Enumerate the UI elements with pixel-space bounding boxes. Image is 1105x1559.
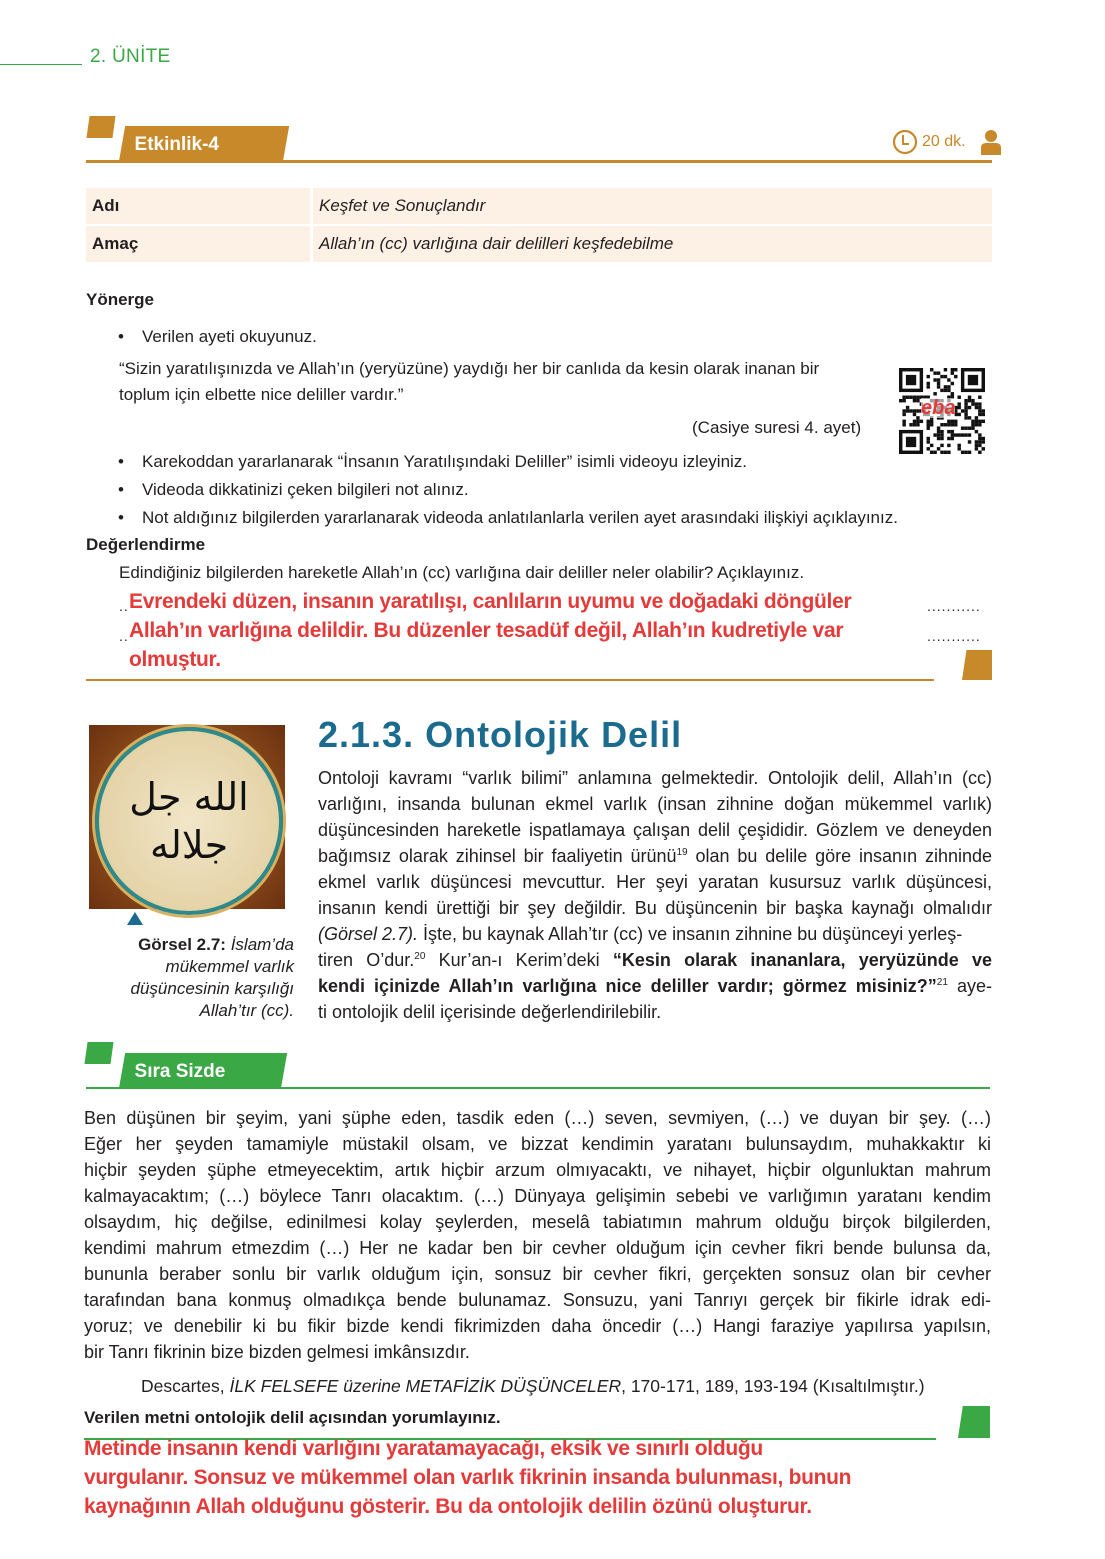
qr-module <box>957 433 960 436</box>
qr-module <box>933 392 936 395</box>
qr-module <box>916 423 919 426</box>
evaluation-heading: Değerlendirme <box>86 535 206 554</box>
qr-module <box>982 420 985 423</box>
quote-text: Ben düşünen bir şeyim, yani şüphe eden, tasdik eden (…) seven, sevmiyen, (…) ve duyan bir şey. (…) <box>84 1108 991 1128</box>
quote-source <box>141 1376 925 1397</box>
qr-module <box>940 444 943 447</box>
qr-module <box>947 385 950 388</box>
qr-module <box>899 399 902 402</box>
verse-line: toplum için elbette nice deliller vardır.” <box>119 385 404 404</box>
qr-module <box>978 444 981 447</box>
qr-module <box>947 451 950 454</box>
body-text: Kur’an-ı Kerim’deki <box>425 950 613 970</box>
qr-module <box>968 451 971 454</box>
qr-module <box>902 423 905 426</box>
qr-module <box>964 416 967 419</box>
qr-module <box>947 437 950 440</box>
caption-label: Görsel 2.7: <box>138 935 226 954</box>
qr-module <box>975 420 978 423</box>
qr-module <box>954 368 957 371</box>
quote-line <box>84 1212 991 1233</box>
quote-line <box>84 1290 991 1311</box>
qr-module <box>937 426 940 429</box>
row-value: Allah’ın (cc) varlığına dair delilleri keşfedebilme <box>313 226 992 262</box>
source-pages: , 170-171, 189, 193-194 (Kısaltılmıştır.) <box>621 1376 925 1396</box>
qr-module <box>947 378 950 381</box>
bullet-item: • Not aldığınız bilgilerden yararlanarak videoda anlatılanlarla verilen ayet arasındaki ilişkiyi açıklayınız. <box>142 508 898 528</box>
qr-module <box>913 396 916 399</box>
qr-module <box>975 430 978 433</box>
qr-module <box>982 413 985 416</box>
qr-module <box>937 382 940 385</box>
qr-module <box>906 406 909 409</box>
body-line <box>318 950 992 971</box>
body-text: düşüncesinden hareketle ispatlamaya çalışan delil çeşididir. Gözlem ve deneyden <box>318 820 992 840</box>
qr-module <box>913 413 916 416</box>
activity-bottom-rule <box>86 679 934 681</box>
clock-icon <box>892 128 918 156</box>
quote-line <box>84 1342 991 1363</box>
section-title: 2.1.3. Ontolojik Delil <box>318 714 683 755</box>
qr-module <box>906 437 916 447</box>
duration: 20 dk. <box>922 133 966 150</box>
qr-module <box>947 423 950 426</box>
corner-decoration <box>962 650 992 680</box>
quote-text: tarafından bana konmuş olmadıkça bende bulunamaz. Sonsuzu, yani Tanrıyı gerçek bir fikirle idrak edi- <box>84 1290 991 1310</box>
qr-module <box>916 416 919 419</box>
activity-meta <box>892 128 1002 156</box>
quote-line <box>84 1264 991 1285</box>
qr-module <box>951 437 954 440</box>
qr-module <box>978 413 981 416</box>
body-text: bağımsız olarak zihinsel bir faaliyetin ürünü <box>318 846 677 866</box>
qr-module <box>975 406 978 409</box>
body-text: aye- <box>947 976 992 996</box>
evaluation-question: Edindiğiniz bilgilerden hareketle Allah’ın (cc) varlığına dair deliller neler olabilir? Açıklayınız. <box>119 563 805 582</box>
qr-module <box>920 420 923 423</box>
your-turn-tab <box>119 1053 287 1089</box>
quote-line <box>84 1238 991 1259</box>
qr-module <box>927 426 930 429</box>
qr-module <box>916 409 919 412</box>
qr-module <box>975 444 978 447</box>
corner-decoration <box>958 1406 990 1438</box>
answer-dots: ........... <box>927 628 981 644</box>
your-turn-tab-label: Sıra Sizde <box>134 1061 226 1082</box>
tab-corner-decoration <box>84 1042 113 1064</box>
qr-module <box>951 368 954 371</box>
answer-dots: ........... <box>927 598 981 614</box>
qr-module <box>944 423 947 426</box>
qr-module <box>927 420 930 423</box>
body-text: kendi içinizde Allah’ın varlığına nice deliller vardır; görmez misiniz?” <box>318 976 937 996</box>
qr-module <box>951 392 954 395</box>
qr-module <box>975 423 978 426</box>
bullet-item: • Verilen ayeti okuyunuz. <box>142 327 317 347</box>
qr-module <box>930 423 933 426</box>
answer-dots: .. <box>119 598 129 614</box>
qr-module <box>944 451 947 454</box>
qr-module <box>954 433 957 436</box>
qr-module <box>968 396 971 399</box>
body-text: insanın kendi ürettiği bir şey değildir. Bu düşüncenin bir başka kaynağı olmalıdır <box>318 898 992 918</box>
caption-pointer-icon <box>127 912 143 925</box>
body-line <box>318 846 992 867</box>
qr-module <box>954 420 957 423</box>
qr-module <box>951 430 954 433</box>
answer-line: Metinde insanın kendi varlığını yaratamayacağı, eksik ve sınırlı olduğu <box>84 1437 763 1460</box>
qr-module <box>964 409 967 412</box>
qr-module <box>971 402 974 405</box>
qr-module <box>947 420 950 423</box>
qr-module <box>930 420 933 423</box>
qr-module <box>957 406 960 409</box>
qr-module <box>982 409 985 412</box>
body-line <box>318 872 992 893</box>
qr-module <box>971 420 974 423</box>
qr-module <box>930 451 933 454</box>
qr-module <box>916 399 919 402</box>
table-row <box>86 188 992 224</box>
qr-module <box>961 409 964 412</box>
qr-module <box>951 371 954 374</box>
footnote-ref: 19 <box>676 847 688 858</box>
body-text: tiren O’dur. <box>318 950 415 970</box>
caption-text: İslam’da <box>230 935 294 954</box>
bullet-item: • Videoda dikkatinizi çeken bilgileri not alınız. <box>142 480 469 500</box>
qr-module <box>940 437 943 440</box>
qr-module <box>957 402 960 405</box>
qr-module <box>947 430 950 433</box>
qr-module <box>978 437 981 440</box>
instructions-heading: Yönerge <box>86 290 155 309</box>
qr-module <box>978 433 981 436</box>
qr-module <box>937 378 940 381</box>
bullet-item: • Karekoddan yararlanarak “İnsanın Yaratılışındaki Deliller” isimli videoyu izleyiniz. <box>142 452 747 472</box>
activity-rule <box>86 160 992 163</box>
qr-module <box>913 409 916 412</box>
body-line <box>318 768 992 789</box>
qr-module <box>909 409 912 412</box>
row-key: Amaç <box>86 226 313 262</box>
qr-module <box>916 396 919 399</box>
quote-text: kalmayacaktım; (…) böylece Tanrı olacaktım. (…) Dünyaya gelişimin sebebi ve varlığımın yaratanı kendim <box>84 1186 991 1206</box>
qr-module <box>933 371 936 374</box>
row-value: Keşfet ve Sonuçlandır <box>313 188 992 224</box>
qr-module <box>927 375 930 378</box>
qr-module <box>947 444 950 447</box>
qr-module <box>957 444 960 447</box>
qr-module <box>927 447 930 450</box>
qr-module <box>978 420 981 423</box>
qr-module <box>964 399 967 402</box>
qr-module <box>968 406 971 409</box>
qr-module <box>975 440 978 443</box>
qr-module <box>968 440 971 443</box>
body-line <box>318 898 992 919</box>
answer-line: kaynağının Allah olduğunu gösterir. Bu da ontolojik delilin özünü oluşturur. <box>84 1495 812 1518</box>
eba-logo: eba <box>921 397 956 419</box>
qr-module <box>944 375 947 378</box>
source-title: İLK FELSEFE üzerine METAFİZİK DÜŞÜNCELER <box>229 1376 622 1396</box>
qr-module <box>937 371 940 374</box>
your-turn-task: Verilen metni ontolojik delil açısından yorumlayınız. <box>84 1408 501 1427</box>
qr-module <box>975 447 978 450</box>
body-line <box>318 924 992 945</box>
qr-module <box>906 409 909 412</box>
verse-source: (Casiye suresi 4. ayet) <box>692 418 862 437</box>
body-text: Ontoloji kavramı “varlık bilimi” anlamına gelmektedir. Ontolojik delil, Allah’ın (cc) <box>318 768 992 788</box>
footnote-ref: 20 <box>414 951 426 962</box>
body-text: ekmel varlık düşüncesi mevcuttur. Her şeyi yaratan kusursuz varlık düşüncesi, <box>318 872 992 892</box>
quote-text: kendimi mahrum etmezdim (…) Her ne kadar ben bir cevher olduğum için cevher fikri bende bulunsa da, <box>84 1238 991 1258</box>
qr-module <box>940 389 943 392</box>
body-line <box>318 976 992 997</box>
qr-module <box>964 402 967 405</box>
body-line <box>318 794 992 815</box>
qr-module <box>964 426 967 429</box>
caption-text: düşüncesinin karşılığı <box>130 979 294 998</box>
qr-module <box>933 378 936 381</box>
qr-module <box>964 451 967 454</box>
qr-module <box>954 375 957 378</box>
qr-module <box>909 423 912 426</box>
quote-text: bununla beraber sonlu bir varlık olduğum için, sonsuz bir cevher fikri, gerçekten sonsuz olan bir cevher <box>84 1264 991 1284</box>
body-text: İşte, bu kaynak Allah’tır (cc) ve insanın zihnine bu düşünceyi yerleş- <box>418 924 963 944</box>
qr-module <box>978 406 981 409</box>
answer-line: Evrendeki düzen, insanın yaratılışı, canlıların uyumu ve doğadaki döngüler <box>129 590 852 613</box>
person-icon <box>980 129 1002 155</box>
qr-module <box>982 447 985 450</box>
qr-module <box>964 406 967 409</box>
answer-line: Allah’ın varlığına delildir. Bu düzenler tesadüf değil, Allah’ın kudretiyle var <box>129 619 844 642</box>
qr-module <box>954 423 957 426</box>
qr-module <box>968 416 971 419</box>
qr-module <box>968 399 971 402</box>
qr-module <box>951 433 954 436</box>
answer-line: olmuştur. <box>129 648 221 671</box>
qr-module <box>913 399 916 402</box>
qr-module <box>940 430 943 433</box>
body-text: varlığını, insanda bulunan ekmel varlık (insan zihnine doğan mükemmel varlık) <box>318 794 992 814</box>
qr-module <box>957 413 960 416</box>
qr-module <box>951 423 954 426</box>
row-key: Adı <box>86 188 313 224</box>
qr-module <box>930 444 933 447</box>
qr-module <box>902 399 905 402</box>
qr-module <box>933 433 936 436</box>
qr-module <box>951 420 954 423</box>
tab-corner-decoration <box>86 116 115 138</box>
answer-dots: .. <box>119 628 129 644</box>
qr-module <box>978 409 981 412</box>
qr-module <box>975 416 978 419</box>
calligraphy-image <box>89 725 285 909</box>
qr-module <box>957 396 960 399</box>
qr-module <box>913 423 916 426</box>
calligraphy-medallion <box>95 727 283 915</box>
answer-line: vurgulanır. Sonsuz ve mükemmel olan varlık fikrinin insanda bulunması, bunun <box>84 1466 852 1489</box>
qr-module <box>961 426 964 429</box>
qr-module <box>944 389 947 392</box>
qr-code[interactable] <box>899 368 985 454</box>
qr-module <box>964 433 967 436</box>
qr-module <box>961 433 964 436</box>
body-text: (Görsel 2.7). <box>318 924 419 944</box>
qr-module <box>937 433 940 436</box>
qr-module <box>968 375 978 385</box>
qr-module <box>975 402 978 405</box>
qr-module <box>947 389 950 392</box>
quote-line <box>84 1134 991 1155</box>
footnote-ref: 21 <box>936 977 948 988</box>
qr-module <box>968 426 971 429</box>
qr-module <box>937 385 940 388</box>
body-text: olan bu delile göre insanın zihninde <box>687 846 992 866</box>
qr-module <box>971 426 974 429</box>
qr-module <box>937 430 940 433</box>
quote-line <box>84 1108 991 1129</box>
qr-module <box>982 437 985 440</box>
caption-text: mükemmel varlık <box>165 957 294 976</box>
unit-label: 2. ÜNİTE <box>90 46 171 67</box>
qr-module <box>913 420 916 423</box>
qr-module <box>937 437 940 440</box>
qr-module <box>906 396 909 399</box>
qr-module <box>902 413 905 416</box>
source-author: Descartes, <box>141 1376 230 1396</box>
qr-module <box>909 396 912 399</box>
body-line <box>318 820 992 841</box>
qr-module <box>902 396 905 399</box>
qr-module <box>944 368 947 371</box>
body-text: ti ontolojik delil içerisinde değerlendirilebilir. <box>318 1002 662 1022</box>
quote-line <box>84 1160 991 1181</box>
activity-tab <box>119 126 289 162</box>
qr-module <box>940 433 943 436</box>
qr-module <box>927 440 930 443</box>
qr-module <box>933 451 936 454</box>
qr-module <box>944 385 947 388</box>
quote-text: hiçbir şeyden şüphe etmeyecektim, artık hiçbir arzum olmıyacaktı, ve nihayet, hiçbir olgunluktan mahrum <box>84 1160 991 1180</box>
qr-module <box>927 382 930 385</box>
qr-module <box>957 447 960 450</box>
qr-module <box>940 375 943 378</box>
body-text: “Kesin olarak inananlara, yeryüzünde ve <box>612 950 992 970</box>
qr-module <box>902 409 905 412</box>
qr-module <box>927 437 930 440</box>
qr-module <box>906 375 916 385</box>
qr-module <box>951 382 954 385</box>
calligraphy-text: الله جل جلاله <box>129 775 249 867</box>
qr-module <box>927 385 930 388</box>
qr-module <box>978 396 981 399</box>
qr-module <box>916 420 919 423</box>
qr-module <box>971 399 974 402</box>
verse-line: “Sizin yaratılışınızda ve Allah’ın (yeryüzüne) yaydığı her bir canlıda da kesin olarak inanan bir <box>119 359 820 378</box>
quote-line <box>84 1316 991 1337</box>
qr-module <box>927 423 930 426</box>
qr-module <box>964 413 967 416</box>
qr-module <box>971 423 974 426</box>
body-line <box>318 1002 992 1023</box>
quote-text: Eğer her şeyden tamamiyle müstakil olsam, ve bizzat kendimin yaratanı bulunsaydım, muhakkaktır ki <box>84 1134 991 1154</box>
qr-module <box>940 423 943 426</box>
qr-module <box>961 451 964 454</box>
unit-rule <box>0 64 82 65</box>
qr-module <box>978 402 981 405</box>
qr-module <box>937 447 940 450</box>
qr-module <box>978 423 981 426</box>
quote-text: bir Tanrı fikrinin bize bizden gelmesi imkânsızdır. <box>84 1342 470 1362</box>
quote-text: olsaydım, hiç değilse, edinilmesi kolay şeylerden, meselâ tabiatımın mahrum olduğu birçok bilgilerden, <box>84 1212 991 1232</box>
qr-module <box>978 440 981 443</box>
quote-line <box>84 1186 991 1207</box>
qr-module <box>930 368 933 371</box>
qr-module <box>982 440 985 443</box>
qr-module <box>978 451 981 454</box>
image-caption <box>100 934 294 1022</box>
quote-text: yoruz; ve denebilir ki bu fikir bizde kendi fikrimizden daha öncedir (…) Hangi faraziye yapılırsa yapılsın, <box>84 1316 991 1336</box>
your-turn-rule <box>86 1087 990 1089</box>
table-row <box>86 226 992 262</box>
qr-module <box>940 451 943 454</box>
activity-tab-label: Etkinlik-4 <box>134 134 220 155</box>
qr-module <box>902 420 905 423</box>
caption-text: Allah’tır (cc). <box>199 1001 294 1020</box>
activity-info-table <box>86 186 992 264</box>
qr-module <box>968 433 971 436</box>
